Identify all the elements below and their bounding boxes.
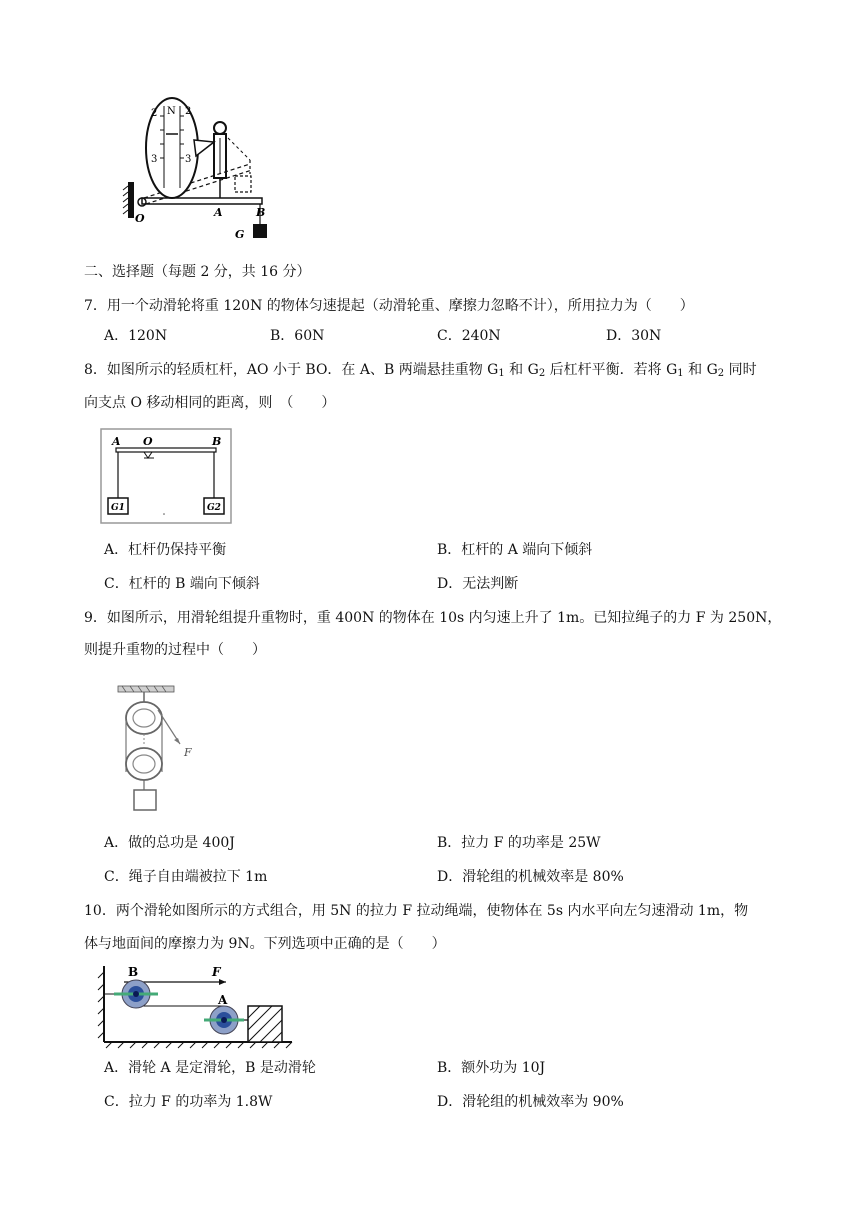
pull-force-label: F [184,746,192,759]
q10-option-d: D．滑轮组的机械效率为 90% [437,1094,624,1110]
force-label-f: F [212,965,221,979]
q9-stem-line-1: 9．如图所示，用滑轮组提升重物时，重 400N 的物体在 10s 内匀速上升了 1m。已知拉绳子的力 F 为 250N， [84,610,782,626]
scale-tick-label: 3 [151,154,158,165]
weight-label-g2: G2 [207,503,221,513]
pulley-label-a: A [218,993,228,1007]
point-label-o: O [135,212,145,225]
q9-option-c: C．绳子自由端被拉下 1m [104,869,268,885]
q9-option-d: D．滑轮组的机械效率是 80% [437,869,624,885]
scale-unit-label: N [167,106,176,117]
q7-option-c: C．240N [437,328,501,344]
point-label-g: G [235,228,245,241]
q10-option-c: C．拉力 F 的功率为 1.8W [104,1094,273,1110]
lever-figure [100,428,232,524]
q8-option-a: A．杠杆仍保持平衡 [104,542,227,558]
q9-option-a: A．做的总功是 400J [104,835,235,851]
scale-tick-label: 3 [185,154,192,165]
q8-stem-line-2: 向支点 O 移动相同的距离，则 （ ） [84,395,336,411]
q7-option-a: A．120N [104,328,168,344]
point-label-a: A [214,206,223,219]
q8-option-c: C．杠杆的 B 端向下倾斜 [104,576,260,592]
q10-stem-line-2: 体与地面间的摩擦力为 9N。下列选项中正确的是（ ） [84,936,446,952]
q9-stem-line-2: 则提升重物的过程中（ ） [84,642,266,658]
pulley-label-b: B [128,965,139,979]
point-label-b: B [256,206,266,219]
q7-stem: 7．用一个动滑轮将重 120N 的物体匀速提起（动滑轮重、摩擦力忽略不计），所用拉力为（ ） [84,298,694,314]
lever-label-b: B [212,435,222,448]
q8-option-d: D．无法判断 [437,576,519,592]
scale-tick-label: 2 [185,106,192,117]
q10-stem-line-1: 10．两个滑轮如图所示的方式组合，用 5N 的拉力 F 拉动绳端，使物体在 5s 内水平向左匀速滑动 1m，物 [84,903,749,919]
q9-option-b: B．拉力 F 的功率是 25W [437,835,601,851]
horizontal-pulley-figure [96,958,296,1050]
q7-option-d: D．30N [606,328,662,344]
q10-option-b: B．额外功为 10J [437,1060,546,1076]
section-title: 二、选择题（每题 2 分，共 16 分） [84,264,311,280]
pulley-block-figure [110,680,210,816]
q10-option-a: A．滑轮 A 是定滑轮，B 是动滑轮 [104,1060,316,1076]
lever-label-o: O [143,435,153,448]
q8-stem-line-1: 8．如图所示的轻质杠杆，AO 小于 BO．在 A、B 两端悬挂重物 $G_1$ 和 $G_2$ 后杠杆平衡．若将 $G_1$ 和 $G_2$ 同时 [84,362,757,379]
lever-label-a: A [112,435,121,448]
weight-label-g1: G1 [111,503,125,513]
scale-tick-label: 2 [151,108,158,119]
q8-option-b: B．杠杆的 A 端向下倾斜 [437,542,593,558]
lever-spring-scale-figure [120,90,290,250]
q7-option-b: B．60N [270,328,325,344]
